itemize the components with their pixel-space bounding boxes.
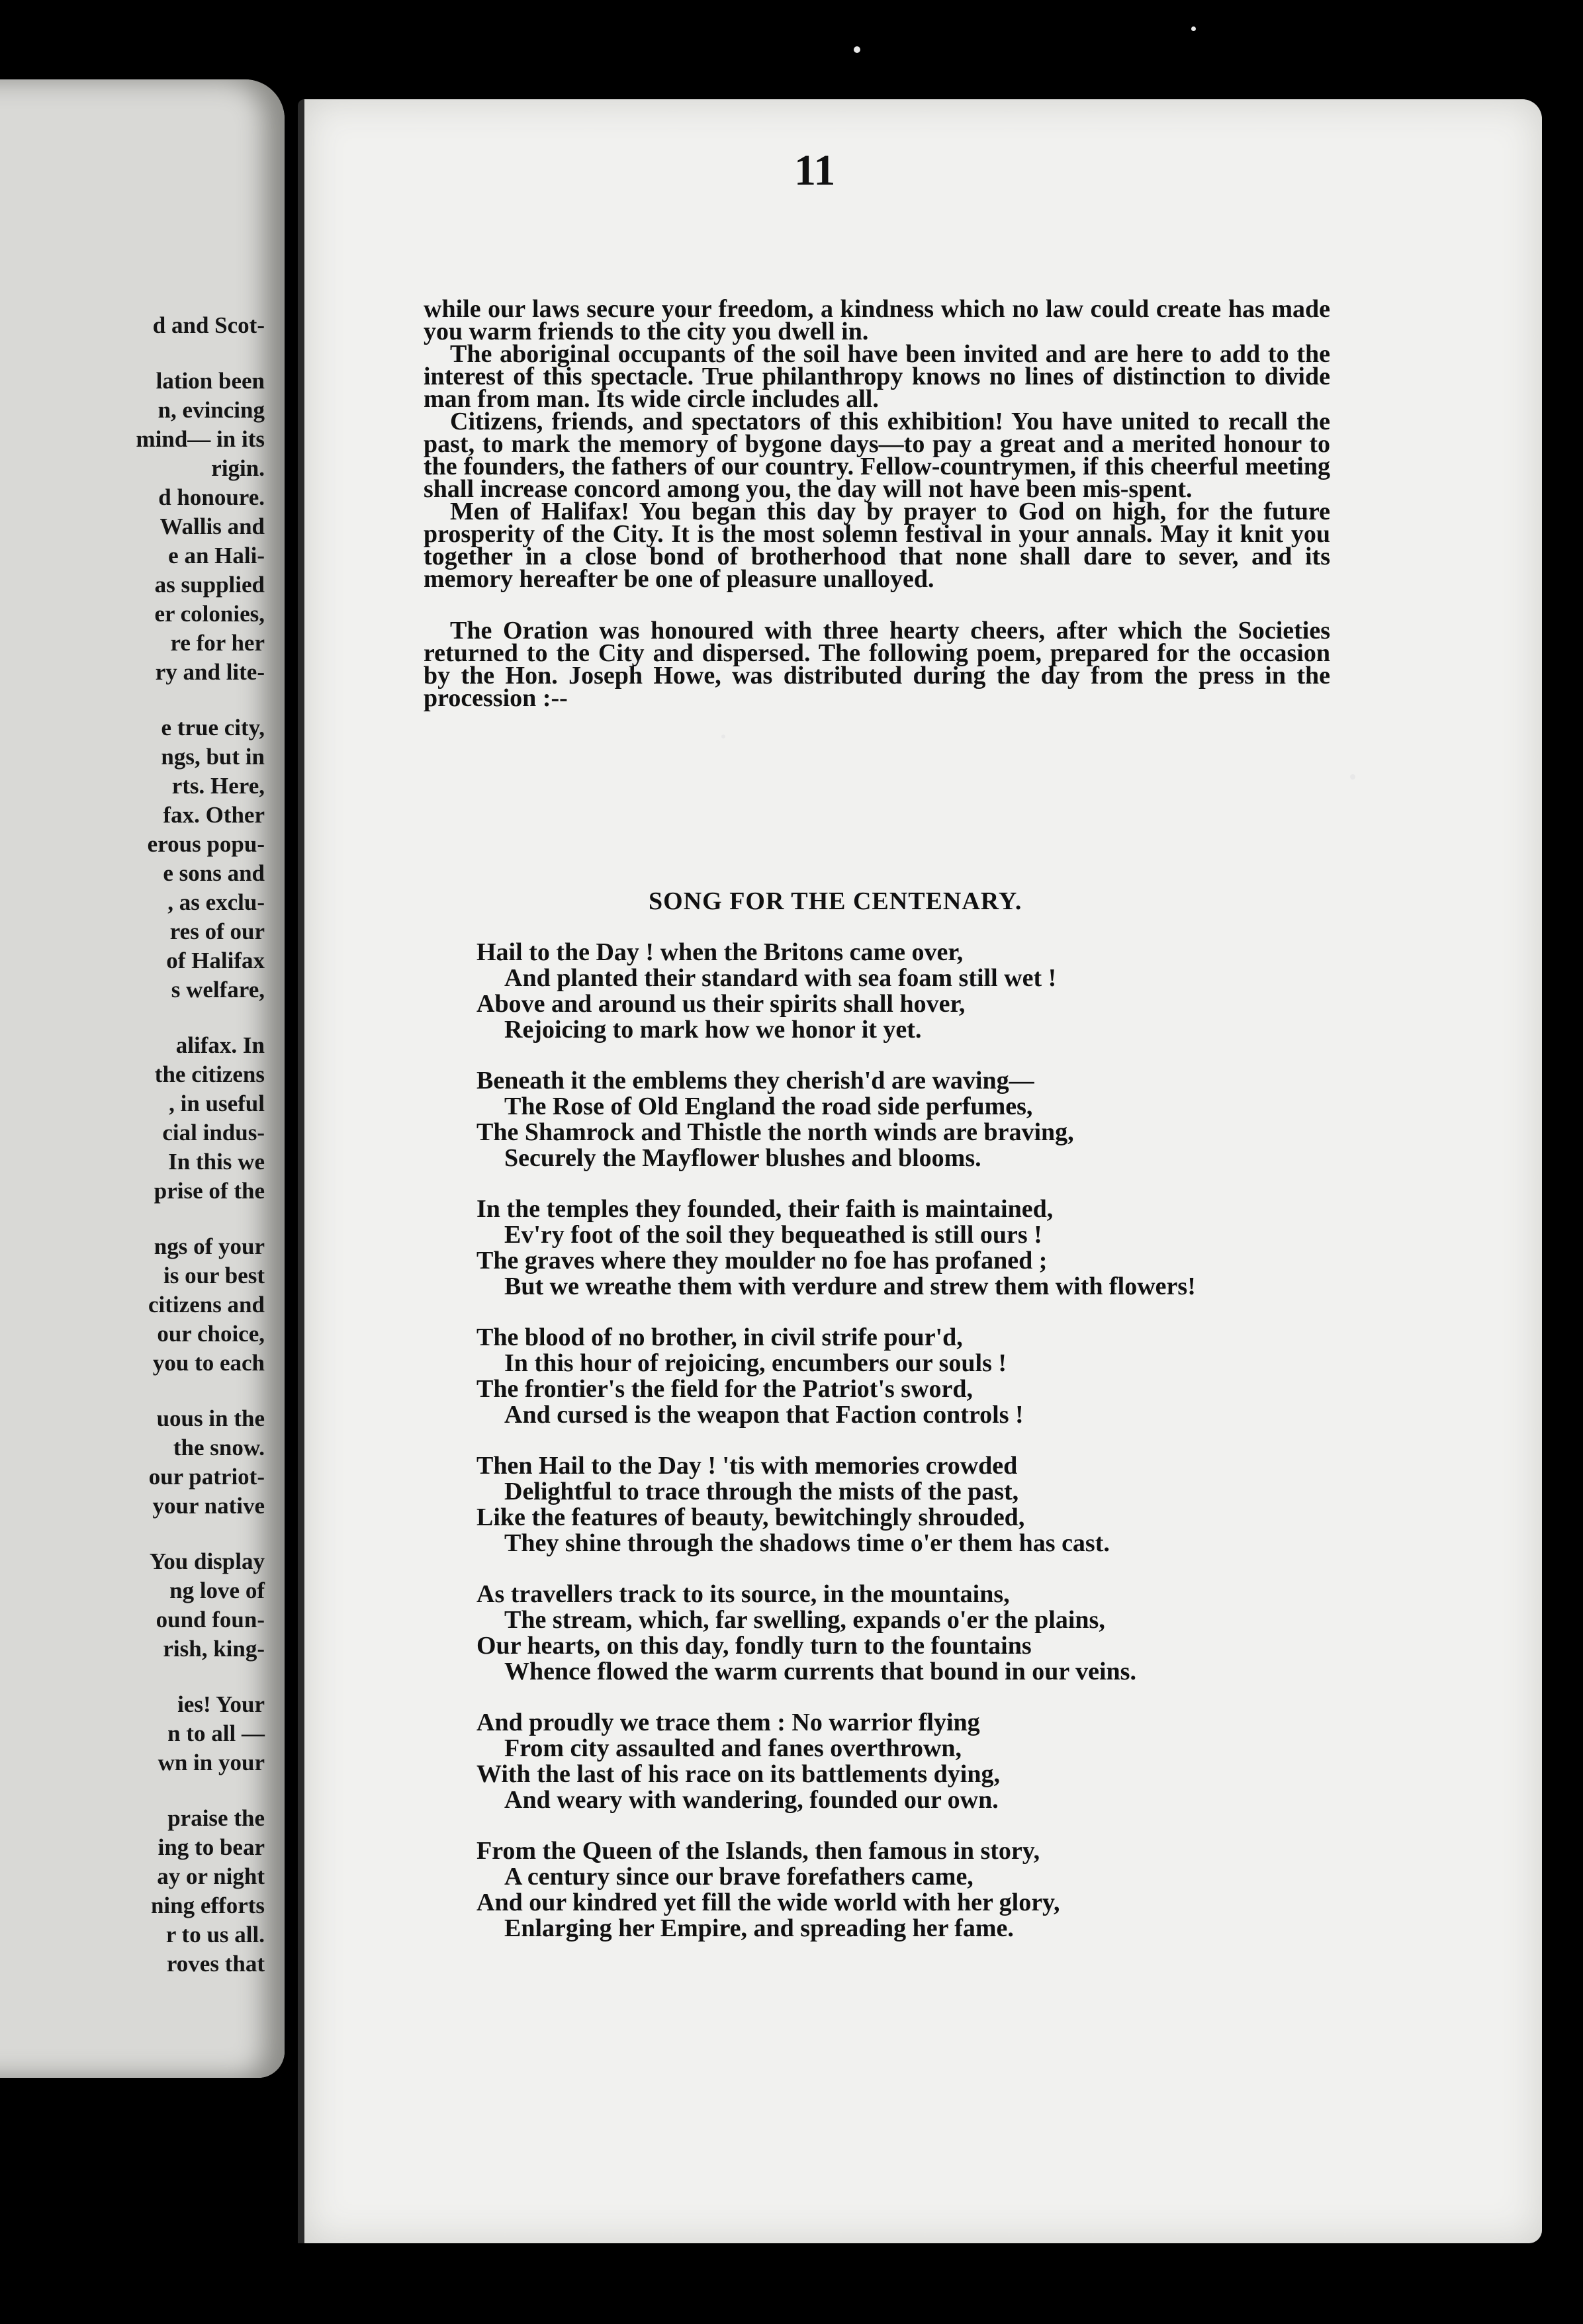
left-page-line: ngs, but in (161, 744, 265, 770)
left-page-line (0, 340, 265, 367)
left-page-line: ngs of your (154, 1233, 265, 1259)
left-page-line: n, evincing (158, 397, 265, 423)
left-page-line: as supplied (154, 572, 265, 598)
left-page-line: er colonies, (154, 601, 265, 627)
left-page-line: r to us all. (165, 1922, 265, 1947)
poem-line: The Rose of Old England the road side perfumes, (504, 1093, 1033, 1120)
left-page-line: ng love of (169, 1578, 265, 1603)
poem-line: As travellers track to its source, in the mountains, (476, 1580, 1010, 1608)
left-page-line: prise of the (154, 1178, 265, 1204)
left-page-line: is our best (163, 1263, 265, 1288)
paragraph: Men of Halifax! You began this day by prayer to God on high, for the future prosperity of the City. It is the most solemn festival in your annals. May it knit you together in a close bond of brotherhood that none shall dare to sever, and its memory hereafter be one of pleasure unalloyed. (424, 498, 1330, 593)
left-page-line: , in useful (169, 1091, 265, 1116)
poem-line: They shine through the shadows time o'er them has cast. (504, 1529, 1110, 1557)
stanza (476, 1325, 1337, 1428)
stanza (476, 1838, 1337, 1942)
oration-text (424, 295, 1330, 712)
paragraph: Citizens, friends, and spectators of this exhibition! You have united to recall the past, to mark the memory of bygone days—to pay a great and a merited honour to the founders, the fathers of our country. Fellow-countrymen, if this cheerful meeting shall increase concord among you, the day will not have been mis-spent. (424, 408, 1330, 503)
poem-line: Above and around us their spirits shall hover, (476, 990, 966, 1018)
left-page-line: e an Hali- (168, 543, 265, 568)
left-page-line: ning efforts (150, 1893, 265, 1918)
poem-line: Whence flowed the warm currents that bound in our veins. (504, 1658, 1136, 1685)
left-page-line: re for her (170, 630, 265, 656)
left-page-line: ry and lite- (155, 659, 265, 685)
left-page-line (0, 1777, 265, 1804)
poem-line: The blood of no brother, in civil strife pour'd, (476, 1323, 963, 1351)
stanza (476, 1068, 1337, 1171)
left-page-line: fax. Other (163, 802, 265, 828)
left-page-line (0, 1206, 265, 1232)
poem-line: And proudly we trace them : No warrior flying (476, 1709, 980, 1736)
left-page (0, 79, 285, 2078)
poem-line: Securely the Mayflower blushes and blooms. (504, 1144, 981, 1172)
left-page-line: ound foun- (156, 1607, 265, 1632)
left-page-line: the snow. (173, 1435, 265, 1460)
poem-line: Like the features of beauty, bewitchingly shrouded, (476, 1503, 1025, 1531)
left-page-line: cial indus- (162, 1120, 265, 1145)
left-page-line (0, 1664, 265, 1690)
left-page-line: our patriot- (148, 1464, 265, 1490)
paragraph: while our laws secure your freedom, a kindness which no law could create has made you warm friends to the city you dwell in. (424, 295, 1330, 345)
poem-line: Our hearts, on this day, fondly turn to the fountains (476, 1632, 1032, 1660)
left-page-line: our choice, (157, 1321, 265, 1347)
poem-line: From the Queen of the Islands, then famous in story, (476, 1837, 1040, 1865)
left-page-line: rigin. (211, 455, 265, 481)
stanza (476, 940, 1337, 1043)
paragraph: The aboriginal occupants of the soil have been invited and are here to add to the interest of this spectacle. True philanthropy knows no lines of distinction to divide man from man. Its wide circle includes all. (424, 340, 1330, 413)
left-page-line: ing to bear (158, 1834, 265, 1860)
page-number: 11 (794, 146, 836, 195)
left-page-line: you to each (152, 1350, 265, 1376)
left-page-line: You display (149, 1548, 265, 1574)
poem-line: In the temples they founded, their faith is maintained, (476, 1195, 1054, 1223)
poem-line: Beneath it the emblems they cherish'd are waving— (476, 1067, 1034, 1095)
left-page-line: n to all — (167, 1721, 265, 1746)
poem-line: Rejoicing to mark how we honor it yet. (504, 1016, 922, 1044)
left-page-line: e true city, (161, 715, 265, 740)
left-page-line (0, 687, 265, 713)
poem-line: Enlarging her Empire, and spreading her fame. (504, 1914, 1014, 1942)
left-page-line: your native (152, 1493, 265, 1519)
poem-line: But we wreathe them with verdure and strew them with flowers! (504, 1273, 1196, 1300)
song-title: SONG FOR THE CENTENARY. (649, 887, 1022, 915)
poem-line: Ev'ry foot of the soil they bequeathed is still ours ! (504, 1221, 1042, 1249)
paragraph: The Oration was honoured with three hearty cheers, after which the Societies returned to the City and dispersed. The following poem, prepared for the occasion by the Hon. Joseph Howe, was distributed during the day from the press in the procession :-- (424, 617, 1330, 712)
left-page-line: praise the (167, 1805, 265, 1831)
poem-line: Delightful to trace through the mists of the past, (504, 1478, 1019, 1505)
left-page-line: roves that (166, 1951, 265, 1977)
left-page-line: , as exclu- (167, 889, 265, 915)
left-page-line: ay or night (157, 1863, 265, 1889)
poem (476, 940, 1337, 1967)
poem-line: And our kindred yet fill the wide world with her glory, (476, 1889, 1060, 1916)
poem-line: Then Hail to the Day ! 'tis with memories crowded (476, 1452, 1018, 1480)
left-page-line: of Halifax (166, 948, 265, 973)
left-page-line (0, 1378, 265, 1404)
stanza (476, 1582, 1337, 1685)
left-page-line: s welfare, (171, 977, 265, 1003)
poem-line: From city assaulted and fanes overthrown, (504, 1734, 962, 1762)
left-page-line: citizens and (148, 1292, 265, 1318)
left-page-line: In this we (168, 1149, 265, 1175)
left-page-line: rish, king- (163, 1636, 265, 1662)
left-page-line: Wallis and (159, 514, 265, 539)
left-page-line: the citizens (154, 1061, 265, 1087)
left-page-line: d honoure. (158, 484, 265, 510)
left-page-line: alifax. In (175, 1032, 265, 1058)
poem-line: The graves where they moulder no foe has profaned ; (476, 1247, 1048, 1274)
left-page-line: d and Scot- (152, 312, 265, 338)
left-page-line: mind— in its (136, 426, 265, 452)
left-page-line: res of our (169, 918, 265, 944)
left-page-line: lation been (156, 368, 265, 394)
left-page-line (0, 1005, 265, 1031)
stanza (476, 1710, 1337, 1813)
left-page-line: e sons and (163, 860, 265, 886)
poem-line: The Shamrock and Thistle the north winds are braving, (476, 1118, 1074, 1146)
poem-line: And cursed is the weapon that Faction controls ! (504, 1401, 1024, 1429)
left-page-line (0, 1521, 265, 1547)
left-page-text (0, 311, 265, 1979)
poem-line: The stream, which, far swelling, expands o'er the plains, (504, 1606, 1105, 1634)
left-page-line: rts. Here, (171, 773, 265, 799)
left-page-line: wn in your (158, 1750, 265, 1775)
stanza (476, 1453, 1337, 1556)
left-page-line: ies! Your (177, 1691, 265, 1717)
poem-line: And weary with wandering, founded our own. (504, 1786, 999, 1814)
left-page-line: uous in the (156, 1406, 265, 1431)
poem-line: The frontier's the field for the Patriot's sword, (476, 1375, 973, 1403)
poem-line: In this hour of rejoicing, encumbers our souls ! (504, 1349, 1007, 1377)
poem-line: And planted their standard with sea foam still wet ! (504, 964, 1057, 992)
poem-line: Hail to the Day ! when the Britons came over, (476, 938, 964, 966)
left-page-line: erous popu- (147, 831, 265, 857)
poem-line: With the last of his race on its battlements dying, (476, 1760, 1000, 1788)
stanza (476, 1196, 1337, 1300)
poem-line: A century since our brave forefathers came, (504, 1863, 973, 1891)
